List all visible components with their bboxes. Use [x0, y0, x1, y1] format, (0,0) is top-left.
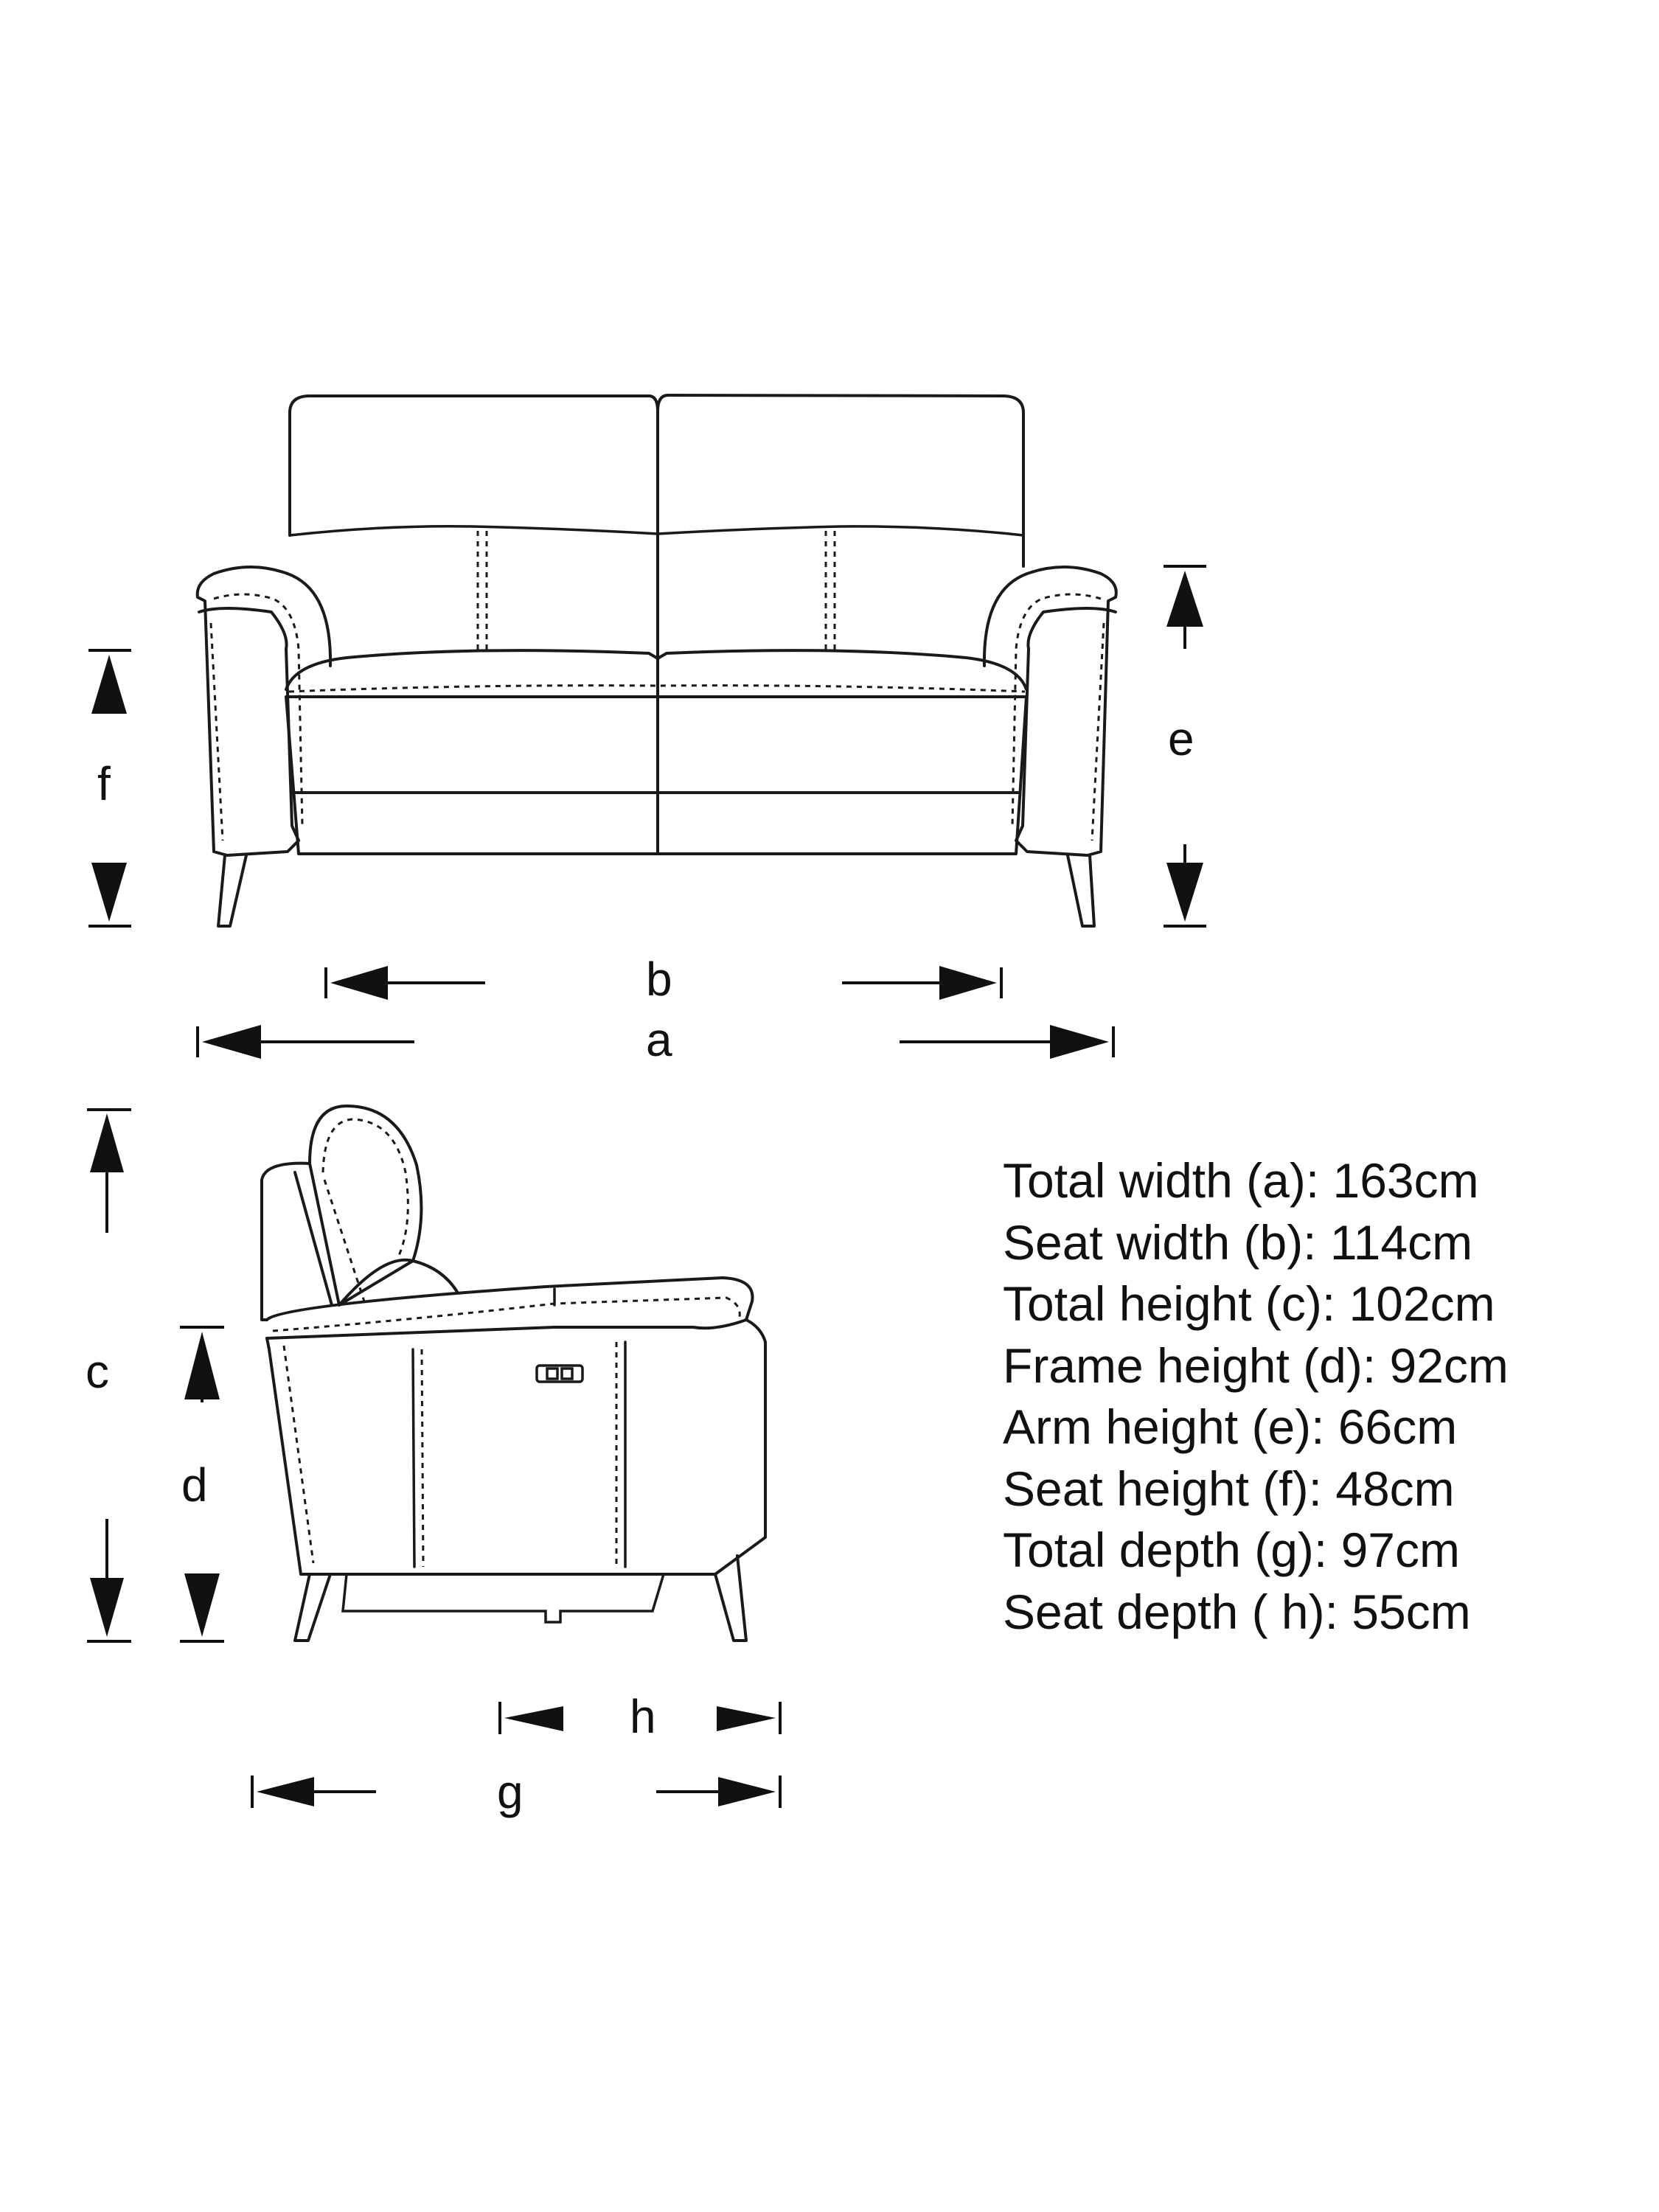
recline-button-b — [562, 1368, 572, 1379]
spec-frame-height: Frame height (d): 92cm — [1003, 1338, 1509, 1393]
side-footrest-mechanism — [343, 1574, 664, 1622]
front-back-cushion-right — [658, 395, 1023, 566]
label-f: f — [97, 757, 111, 810]
front-stitch-left — [478, 531, 487, 652]
label-a: a — [646, 1013, 672, 1066]
spec-seat-width: Seat width (b): 114cm — [1003, 1214, 1473, 1270]
front-arm-right — [984, 567, 1116, 855]
dimension-specs-list — [1003, 1150, 1637, 1643]
spec-seat-height: Seat height (f): 48cm — [1003, 1461, 1455, 1516]
side-leg-front — [295, 1574, 330, 1641]
spec-arm-height: Arm height (e): 66cm — [1003, 1399, 1458, 1454]
spec-seat-depth: Seat depth ( h): 55cm — [1003, 1584, 1471, 1639]
label-d: d — [181, 1458, 208, 1512]
spec-total-depth: Total depth (g): 97cm — [1003, 1523, 1460, 1577]
label-g: g — [497, 1765, 524, 1818]
side-headrest-stitch — [323, 1119, 408, 1257]
label-c: c — [86, 1345, 109, 1398]
spec-total-height: Total height (c): 102cm — [1003, 1276, 1495, 1331]
side-panel-left — [413, 1349, 414, 1567]
recline-button-a — [547, 1368, 557, 1379]
front-leg-left — [218, 855, 246, 926]
side-body — [267, 1320, 765, 1574]
label-e: e — [1168, 712, 1194, 765]
side-panel-left-stitch — [422, 1349, 423, 1567]
side-leg-back — [715, 1556, 746, 1641]
side-headrest — [310, 1106, 421, 1305]
label-b: b — [646, 953, 672, 1006]
recline-control-icon — [537, 1366, 582, 1382]
front-arm-left — [198, 567, 330, 855]
side-body-stitch-front — [284, 1346, 313, 1563]
sofa-front-view — [198, 395, 1116, 926]
sofa-side-view — [262, 1106, 765, 1641]
label-h: h — [630, 1690, 656, 1743]
front-leg-right — [1068, 855, 1094, 926]
front-stitch-right — [826, 531, 835, 652]
spec-total-width: Total width (a): 163cm — [1003, 1153, 1479, 1208]
